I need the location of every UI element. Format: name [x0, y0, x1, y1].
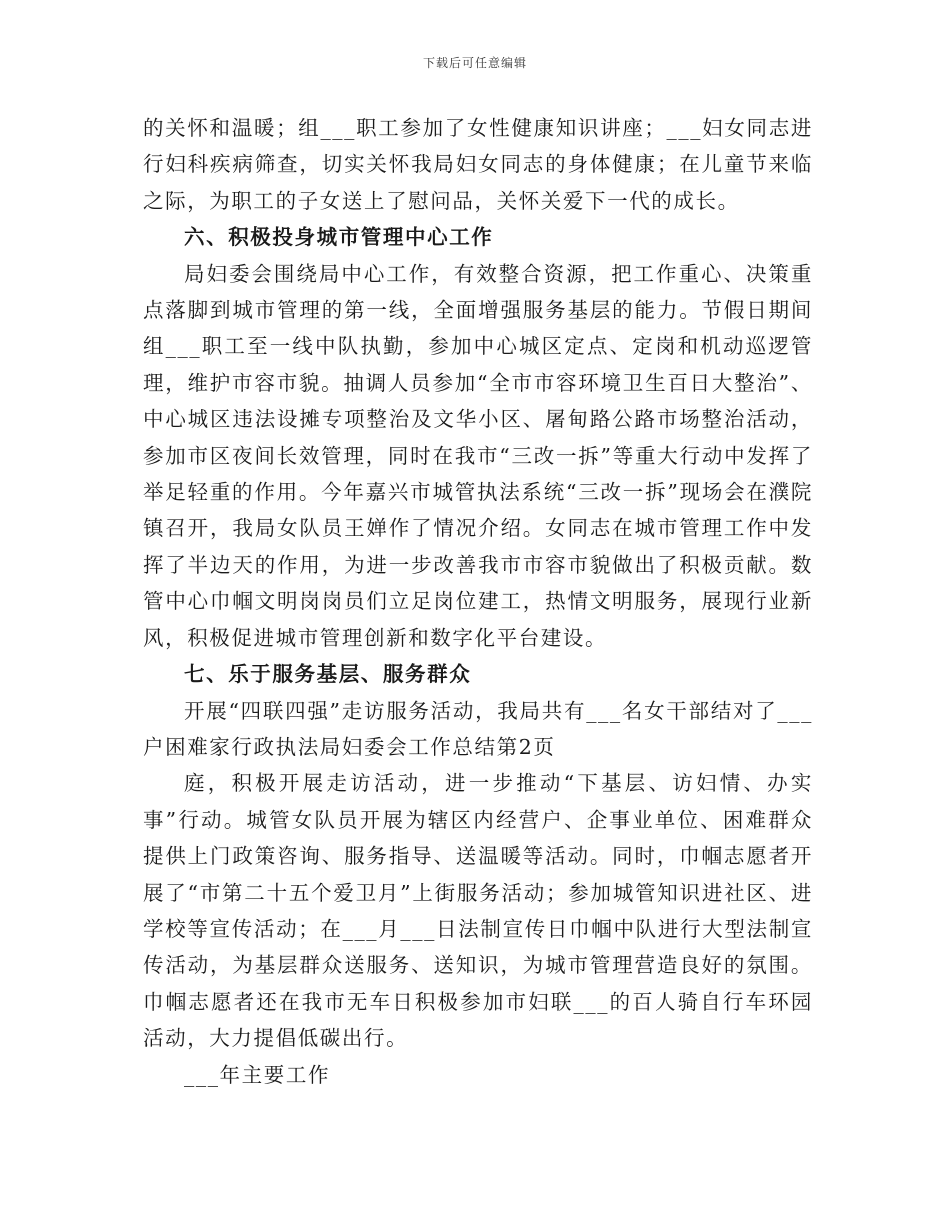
paragraph-women-care: 的关怀和温暖；组___职工参加了女性健康知识讲座；___妇女同志进行妇科疾病筛查，切实关怀我局妇女同志的身体健康；在儿童节来临之际，为职工的子女送上了慰问品，关怀关爱下一代的成长。: [143, 116, 813, 213]
paragraph-main-work: ___年主要工作: [184, 1062, 331, 1087]
document-body: [143, 110, 813, 1093]
paragraph-city-management: 局妇委会围绕局中心工作，有效整合资源，把工作重心、决策重点落脚到城市管理的第一线，全面增强服务基层的能力。节假日期间组___职工至一线中队执勤，参加中心城区定点、定岗和机动巡逻管理，维护市容市貌。抽调人员参加“全市市容环境卫生百日大整治”、中心城区违法设摊专项整治及文华小区、屠甸路公路市场整治活动，参加市区夜间长效管理，同时在我市“三改一拆”等重大行动中发挥了举足轻重的作用。今年嘉兴市城管执法系统“三改一拆”现场会在濮院镇召开，我局女队员王婵作了情况介绍。女同志在城市管理工作中发挥了半边天的作用，为进一步改善我市市容市貌做出了积极贡献。数管中心巾帼文明岗岗员们立足岗位建工，热情文明服务，展现行业新风，积极促进城市管理创新和数字化平台建设。: [143, 261, 813, 650]
section-heading-seven: 七、乐于服务基层、服务群众: [184, 662, 472, 687]
header-note: 下载后可任意编辑: [422, 56, 527, 70]
section-heading-six: 六、积极投身城市管理中心工作: [184, 225, 494, 250]
paragraph-visit-service: 开展“四联四强”走访服务活动，我局共有___名女干部结对了___户困难家行政执法局妇委会工作总结第2页: [143, 698, 813, 759]
paragraph-volunteer-activities: 庭，积极开展走访活动，进一步推动“下基层、访妇情、办实事”行动。城管女队员开展为辖区内经营户、企事业单位、困难群众提供上门政策咨询、服务指导、送温暖等活动。同时，巾帼志愿者开展了“市第二十五个爱卫月”上街服务活动；参加城管知识进社区、进学校等宣传活动；在___月___日法制宣传日巾帼中队进行大型法制宣传活动，为基层群众送服务、送知识，为城市管理营造良好的氛围。巾帼志愿者还在我市无车日积极参加市妇联___的百人骑自行车环园活动，大力提倡低碳出行。: [143, 771, 813, 1051]
